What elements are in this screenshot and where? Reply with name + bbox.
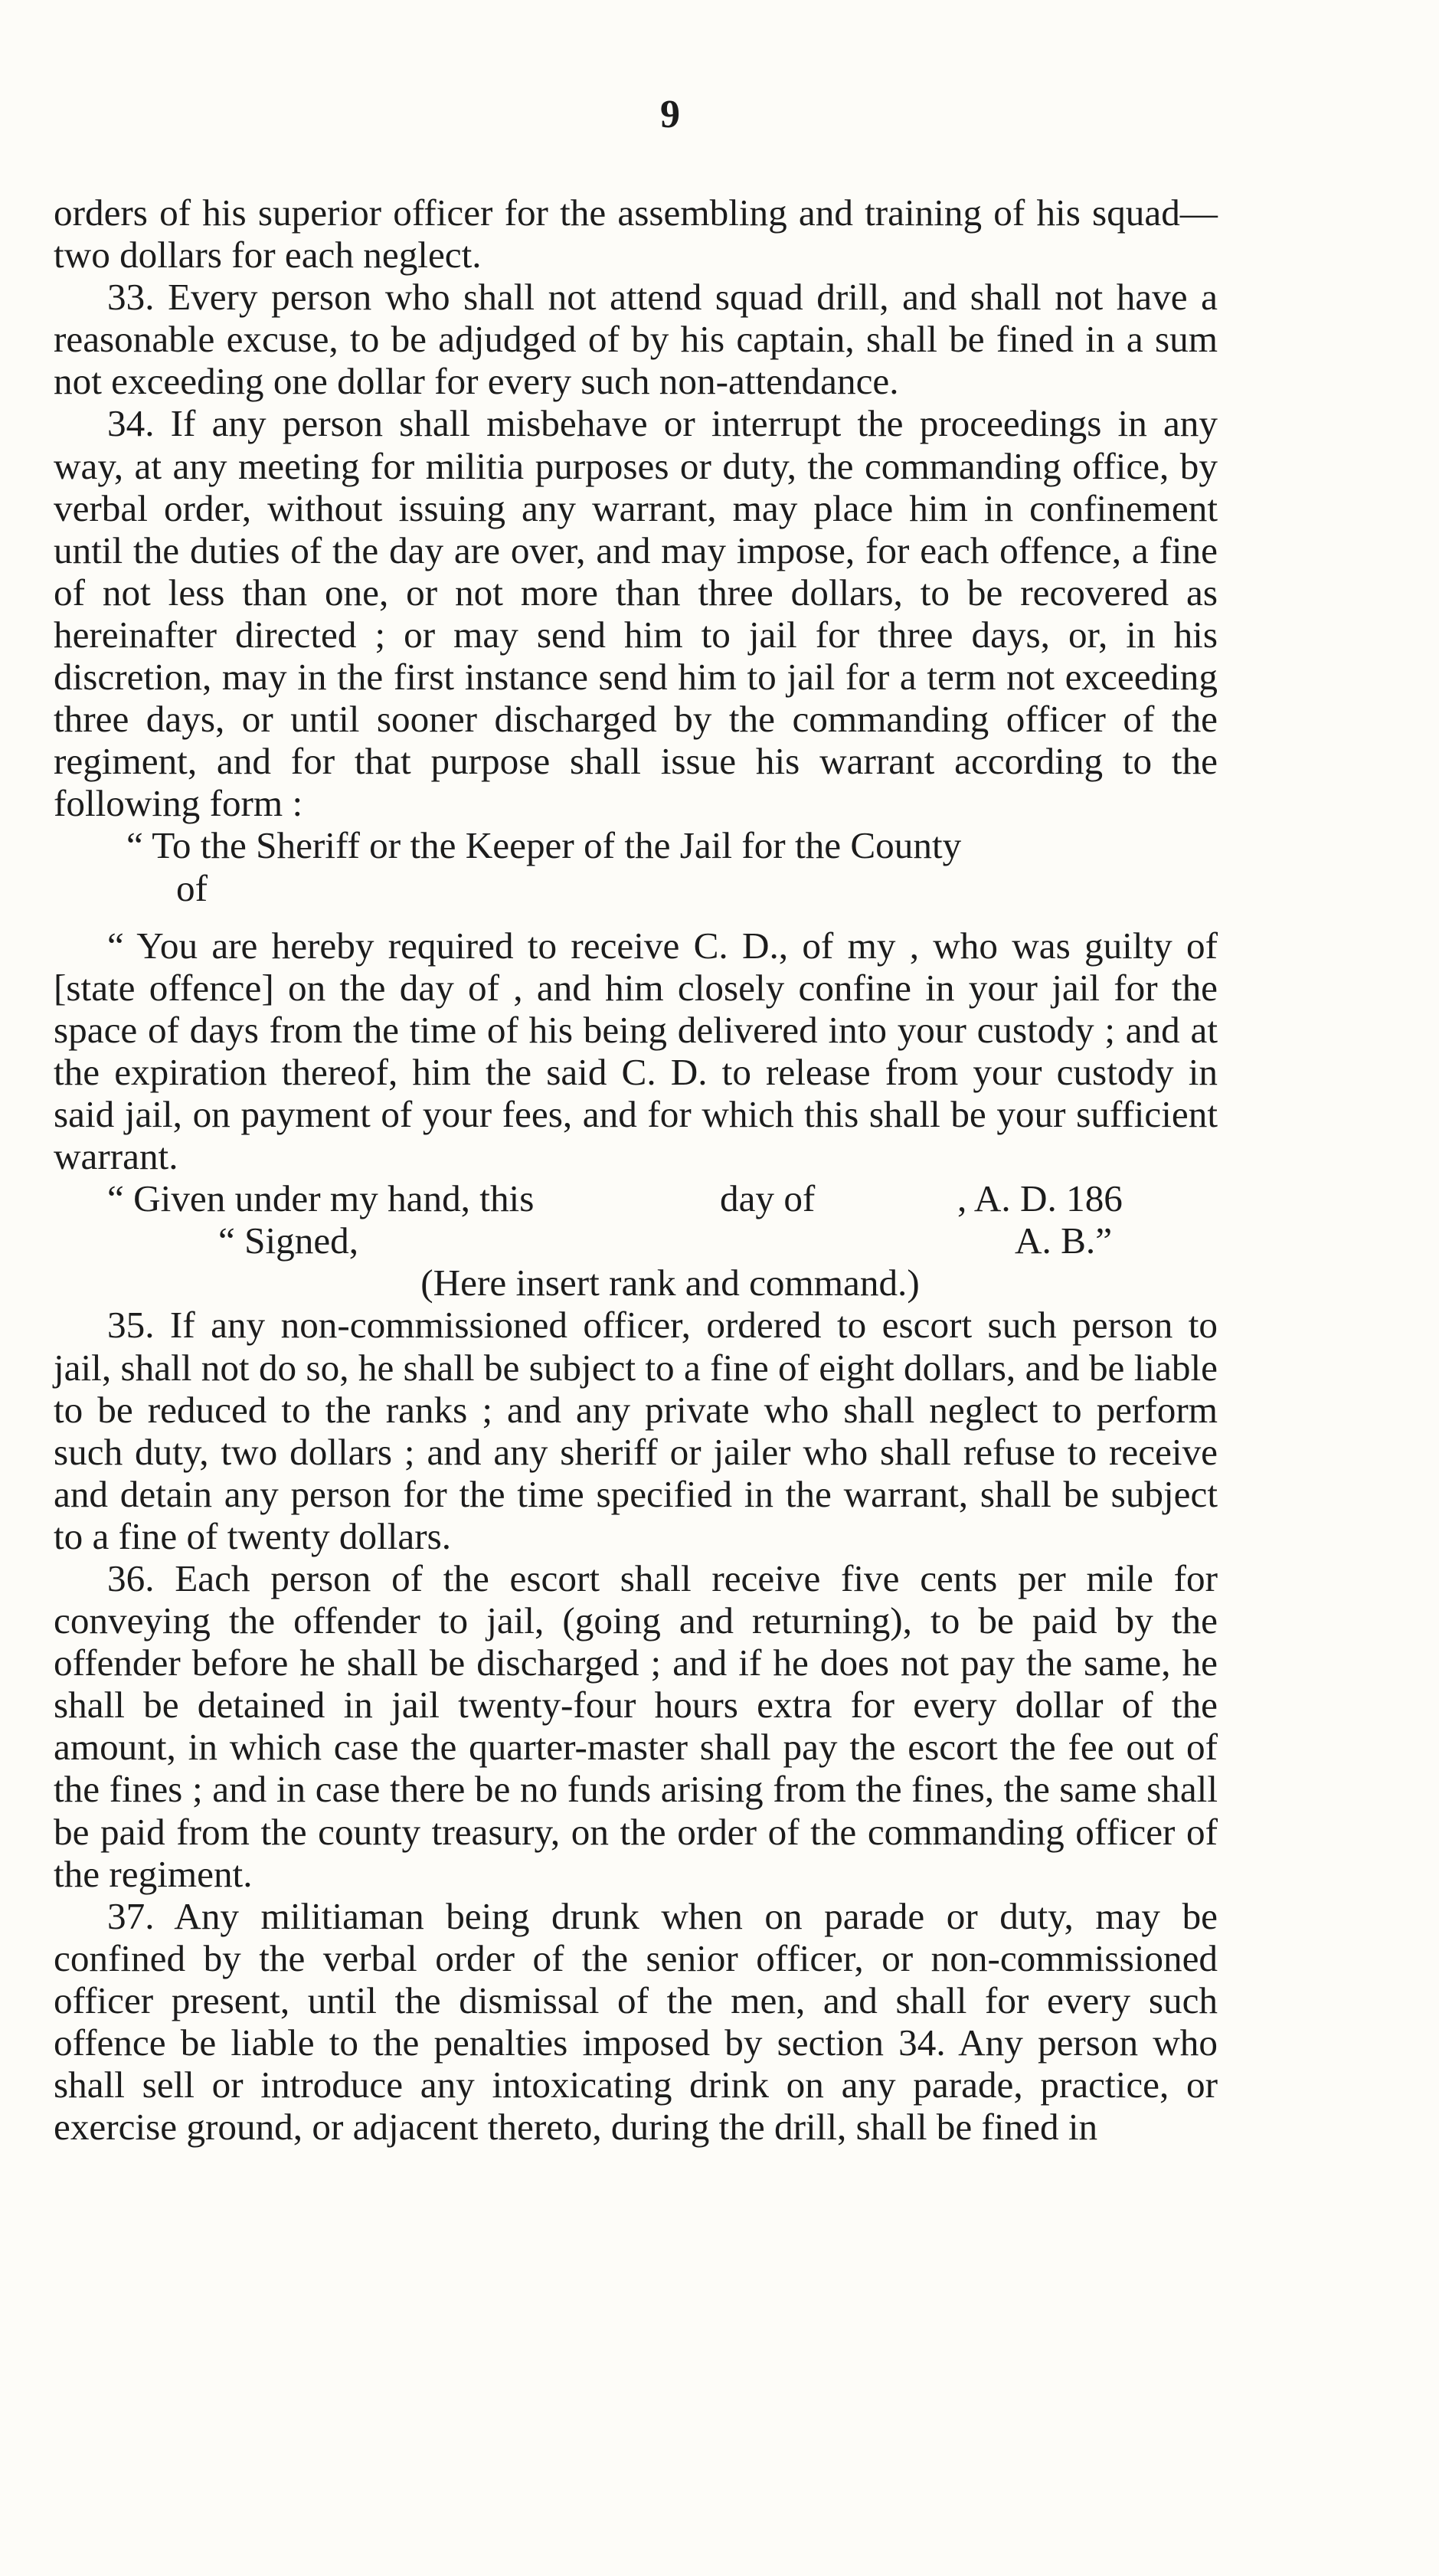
rank-note: (Here insert rank and command.) [420,1262,920,1304]
section-36: 36. Each person of the escort shall receive five cents per mile for conveying the offender to jail, (going and returning), to be paid by the offender before he shall be discharged ; and if he does not pay the same, he shall be detained in jail twenty-four hours extra for every dollar of the amount, in which case the quarter-master shall pay the escort the fee out of the fines ; and in case there be no funds arising from the fines, the same shall be paid from the county treasury, on the order of the commanding officer of the regiment. [54,1557,1218,1895]
spacer [54,909,1218,925]
signed-label: “ Signed, [218,1219,359,1262]
section-33: 33. Every person who shall not attend squad drill, and shall not have a reasonable excuse, to be adjudged of by his captain, shall be fined in a sum not exceeding one dollar for every such non-attendance. [54,276,1218,403]
given-text: “ Given under my hand, this [107,1177,535,1220]
page-number: 9 [660,93,680,136]
section-35: 35. If any non-commissioned officer, ordered to escort such person to jail, shall not do so, he shall be subject to a fine of eight dollars, and be liable to be reduced to the ranks ; and any private who shall neglect to perform such duty, two dollars ; and any sheriff or jailer who shall refuse to receive and detain any person for the time specified in the warrant, shall be subject to a fine of twenty dollars. [54,1304,1218,1557]
document-body [54,191,1218,2148]
given-date: , A. D. 186 [957,1177,1123,1220]
form-warrant-body: “ You are hereby required to receive C. D., of my , who was guilty of [state offence] on the day of , and him closely confine in your jail for the space of days from the time of his being delivered into your custody ; and at the expiration thereof, him the said C. D. to release from your custody in said jail, on payment of your fees, and for which this shall be your sufficient warrant. [54,924,1218,1178]
form-address-county: of [176,866,208,909]
signatory-name: A. B.” [1015,1219,1113,1262]
paragraph-continuation: orders of his superior officer for the assembling and training of his squad—two dollars for each neglect. [54,191,1218,277]
section-34: 34. If any person shall misbehave or interrupt the proceedings in any way, at any meeting for militia purposes or duty, the commanding office, by verbal order, without issuing any warrant, may place him in confinement until the duties of the day are over, and may impose, for each offence, a fine of not less than one, or not more than three dollars, to be recovered as hereinafter directed ; or may send him to jail for three days, or, in his discretion, may in the first instance send him to jail for a term not exceeding three days, or until sooner discharged by the commanding officer of the regiment, and for that purpose shall issue his warrant according to the following form : [54,402,1218,825]
form-signed-line [54,1219,1218,1262]
page [54,92,1218,2148]
form-address-line: “ To the Sheriff or the Keeper of the Jail for the County [126,824,962,867]
section-37: 37. Any militiaman being drunk when on parade or duty, may be confined by the verbal order of the senior officer, or non-commissioned officer present, until the dismissal of the men, and shall for every such offence be liable to the penalties imposed by section 34. Any person who shall sell or introduce any intoxicating drink on any parade, practice, or exercise ground, or adjacent thereto, during the drill, shall be fined in [54,1894,1218,2149]
given-day-of: day of [720,1177,816,1220]
form-given-line [54,1177,1218,1219]
